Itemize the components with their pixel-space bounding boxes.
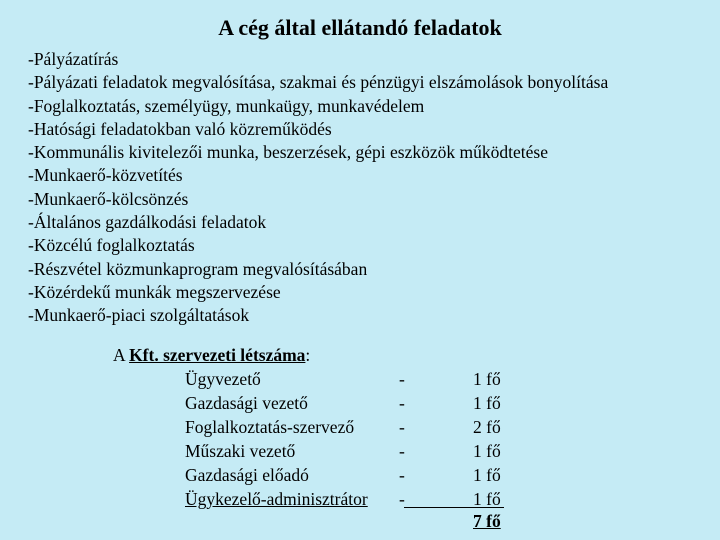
- task-item: -Részvétel közmunkaprogram megvalósításában: [28, 258, 368, 279]
- task-list: [28, 48, 608, 328]
- staff-role: Gazdasági vezető: [185, 393, 308, 413]
- staff-row: [0, 415, 720, 439]
- task-item: -Munkaerő-piaci szolgáltatások: [28, 305, 250, 326]
- staff-count: 1 fő: [473, 393, 501, 413]
- staff-role: Foglalkoztatás-szervező: [185, 417, 355, 437]
- staff-row: [0, 391, 720, 415]
- staff-role: Ügyvezető: [185, 369, 261, 389]
- staff-row: [0, 463, 720, 487]
- task-item: -Foglalkoztatás, személyügy, munkaügy, munkavédelem: [28, 95, 425, 116]
- page-title: A cég által ellátandó feladatok: [218, 15, 502, 40]
- staff-dash: -: [399, 489, 405, 509]
- staff-heading-suffix: :: [305, 345, 311, 365]
- staff-count: 1 fő: [473, 489, 501, 509]
- task-item: -Közcélú foglalkoztatás: [28, 235, 195, 256]
- staff-dash: -: [399, 465, 405, 485]
- task-item: -Munkaerő-kölcsönzés: [28, 188, 189, 209]
- task-item: -Általános gazdálkodási feladatok: [28, 212, 267, 233]
- staff-heading: [113, 344, 310, 367]
- task-item: -Pályázatírás: [28, 49, 119, 69]
- staff-role: Gazdasági előadó: [185, 465, 309, 485]
- staff-dash: -: [399, 417, 405, 437]
- task-item: -Közérdekű munkák megszervezése: [28, 281, 281, 302]
- staff-heading-title: Kft. szervezeti létszáma: [129, 345, 306, 365]
- staff-row: [0, 439, 720, 463]
- task-item: -Hatósági feladatokban való közreműködés: [28, 118, 332, 139]
- staff-row: [0, 487, 720, 511]
- staff-dash: -: [399, 441, 405, 461]
- staff-count: 2 fő: [473, 417, 501, 437]
- staff-total: 7 fő: [473, 511, 501, 531]
- staff-role: Műszaki vezető: [185, 441, 296, 461]
- staff-count: 1 fő: [473, 465, 501, 485]
- staff-role: Ügykezelő-adminisztrátor: [185, 489, 368, 509]
- staff-count: 1 fő: [473, 369, 501, 389]
- staff-heading-prefix: A: [113, 345, 130, 365]
- staff-row: [0, 367, 720, 391]
- sum-divider: [404, 507, 504, 508]
- task-item: -Munkaerő-közvetítés: [28, 165, 183, 186]
- staff-dash: -: [399, 393, 405, 413]
- staff-dash: -: [399, 369, 405, 389]
- staff-count: 1 fő: [473, 441, 501, 461]
- task-item: -Kommunális kivitelezői munka, beszerzések, gépi eszközök működtetése: [28, 142, 548, 163]
- task-item: -Pályázati feladatok megvalósítása, szakmai és pénzügyi elszámolások bonyolítása: [28, 72, 609, 93]
